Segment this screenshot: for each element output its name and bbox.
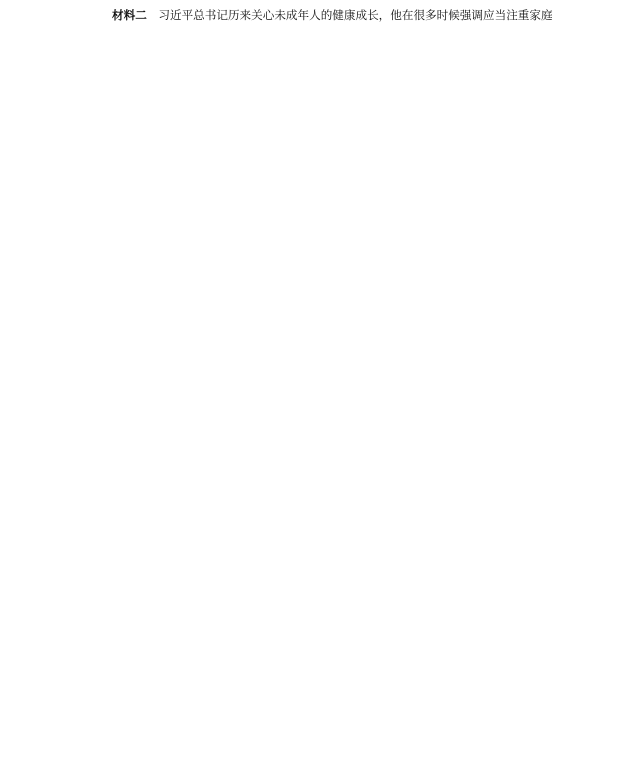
text-line-rest: 习近平总书记历来关心未成年人的健康成长，他在很多时候强调应当注重家庭 (146, 8, 553, 22)
text-line: 材料二 习近平总书记历来关心未成年人的健康成长，他在很多时候强调应当注重家庭 (112, 8, 553, 22)
